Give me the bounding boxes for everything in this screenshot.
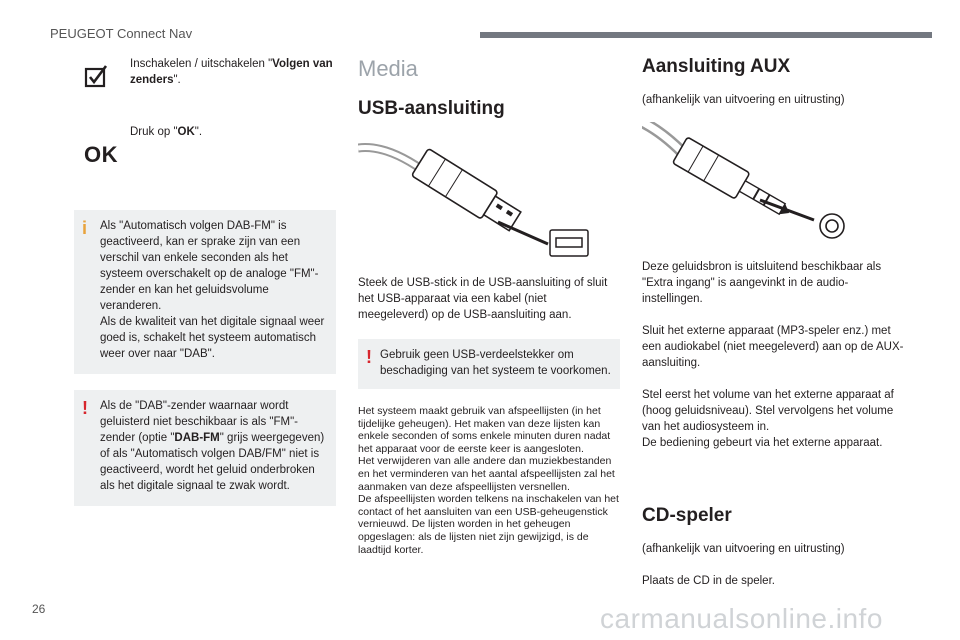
playlist-line-1: Het systeem maakt gebruik van afspeellijsten (in het tijdelijke geheugen). Het maken van deze lijsten kan enkele seconden of soms enkele minuten duren nadat het apparaat voor de eerste keer is aangesloten.: [358, 405, 611, 455]
heading-usb: USB-aansluiting: [358, 98, 505, 119]
playlist-line-3: De afspeellijsten worden telkens na inschakelen van het contact of het aansluiten van een USB-geheugenstick vernieuwd. De lijsten worden in het geheugen opgeslagen: als de lijsten niet zijn gewijzigd, is de laadtijd korter.: [358, 493, 619, 556]
usb-cable-illustration: [358, 134, 598, 258]
step2-text-pre: Druk op ": [130, 126, 178, 138]
cd-instruction: Plaats de CD in de speler.: [642, 575, 775, 587]
page-number: 26: [32, 602, 46, 616]
column-right: [642, 54, 904, 589]
step-ok-text: [130, 126, 202, 138]
step2-text-bold: OK: [177, 126, 195, 138]
info-note-p2: Als de kwaliteit van het digitale signaal weer goed is, schakelt het systeem automatisch weer over naar "DAB".: [100, 316, 325, 360]
watermark: carmanualsonline.info: [600, 603, 883, 634]
warning-note-usb-hub: [358, 339, 620, 389]
step1-text-pre: Inschakelen / uitschakelen ": [130, 58, 273, 70]
heading-cd: CD-speler: [642, 505, 732, 526]
column-left: [74, 54, 336, 506]
step-press-ok: [74, 114, 336, 206]
usb-hub-warning-text: Gebruik geen USB-verdeelstekker om beschadiging van het systeem te voorkomen.: [380, 349, 611, 377]
warning-text-post: " grijs weergegeven) of als "Automatisch volgen DAB/FM" niet is geactiveerd, wordt het geluid onderbroken als het digitale signaal te zwak wordt.: [100, 432, 325, 492]
info-note-p1: Als "Automatisch volgen DAB-FM" is geactiveerd, kan er sprake zijn van een verschil van enkele seconden als het systeem overschakelt op de analoge "FM"-zender en kan het geluidsvolume veranderen.: [100, 220, 319, 312]
warning-icon: !: [366, 347, 372, 367]
cd-availability: (afhankelijk van uitvoering en uitrusting): [642, 543, 845, 555]
step2-text-post: ".: [194, 126, 203, 138]
checkbox-tick-icon: [84, 64, 108, 88]
aux-socket-icon: [820, 214, 844, 238]
aux-info-3: [642, 387, 904, 451]
section-title-media: Media: [358, 56, 418, 81]
step-follow-text: [130, 56, 336, 88]
warning-text-bold: DAB-FM: [174, 432, 220, 444]
playlist-line-2: Het verwijderen van alle andere dan muziekbestanden en het verminderen van het aantal afspeellijsten zal het aanmaken van deze afspeellijsten versnellen.: [358, 455, 615, 493]
step1-text-post: ".: [173, 74, 181, 86]
aux-jack-illustration: [642, 122, 882, 246]
playlist-explanation: [358, 405, 620, 556]
heading-aux: Aansluiting AUX: [642, 56, 791, 77]
aux-info-1: Deze geluidsbron is uitsluitend beschikbaar als "Extra ingang" is aangevinkt in de audio-instellingen.: [642, 261, 882, 305]
step-follow-stations: [74, 54, 336, 114]
warning-note-dab: [74, 390, 336, 506]
info-icon: i: [82, 218, 88, 238]
aux-info-3-line-1: Stel eerst het volume van het externe apparaat af (hoog geluidsniveau). Stel vervolgens het volume van het audiosysteem in.: [642, 389, 894, 433]
usb-instruction: Steek de USB-stick in de USB-aansluiting of sluit het USB-apparaat via een kabel (niet meegeleverd) op de USB-aansluiting aan.: [358, 277, 608, 321]
warning-icon: !: [82, 398, 88, 418]
aux-availability: (afhankelijk van uitvoering en uitrusting): [642, 94, 845, 106]
step1-text-bold: Volgen van zenders: [130, 58, 333, 86]
aux-info-3-line-2: De bediening gebeurt via het externe apparaat.: [642, 437, 883, 449]
warning-note-text: [100, 398, 328, 494]
aux-info-2: Sluit het externe apparaat (MP3-speler enz.) met een audiokabel (niet meegeleverd) aan op de AUX-aansluiting.: [642, 325, 904, 369]
column-middle: [358, 54, 620, 556]
ok-icon: OK: [84, 142, 118, 167]
page-header-title: PEUGEOT Connect Nav: [50, 26, 193, 41]
info-note-dab-fm: [74, 210, 336, 374]
header-bar: [480, 32, 932, 38]
warning-text-pre: Als de "DAB"-zender waarnaar wordt geluisterd niet beschikbaar is als "FM"-zender (optie ": [100, 400, 298, 444]
